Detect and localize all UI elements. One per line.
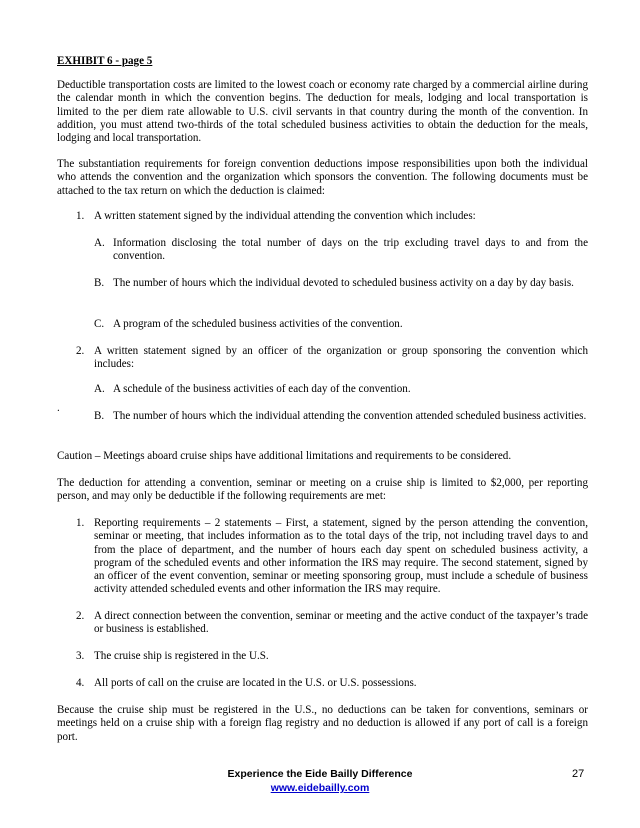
list1-item2-text: A written statement signed by an officer of the organization or group sponsoring the convention which includes: (94, 345, 588, 371)
list2-item1-text: Reporting requirements – 2 statements – First, a statement, signed by the person attending the convention, seminar or meeting, that includes information as to the total days of the trip, not including travel days to and from the place of department, and the number of hours each day spent on scheduled business activity, a program of the scheduled events and other information the IRS may require. The second statement, signed by an officer of the event convention, seminar or meeting sponsoring group, must include a schedule of business activity attended scheduled events and other information the IRS may require. (94, 517, 588, 596)
list2-item3-text: The cruise ship is registered in the U.S. (94, 650, 269, 662)
list1-item1-sub-c-marker: C. (94, 318, 105, 330)
list1-item1-sub-a-marker: A. (94, 237, 105, 249)
list1-item1-sub-b-marker: B. (94, 277, 105, 289)
list1-item2-sub-b-marker: B. (94, 410, 105, 422)
caution-note: Caution – Meetings aboard cruise ships have additional limitations and requirements to be considered. (57, 450, 512, 462)
list1-item1-text: A written statement signed by the individual attending the convention which includes: (94, 210, 476, 222)
list1-item1-sub-a-text: Information disclosing the total number of days on the trip excluding travel days to and from the convention. (113, 237, 588, 263)
list2-item1-marker: 1. (76, 517, 85, 529)
paragraph-cruise-deduction: The deduction for attending a convention, seminar or meeting on a cruise ship is limited to $2,000, per reporting person, and may only be deductible if the following requirements are met: (57, 477, 588, 503)
exhibit-heading: EXHIBIT 6 - page 5 (57, 55, 153, 67)
list2-item2-text: A direct connection between the convention, seminar or meeting and the active conduct of the taxpayer’s trade or business is established. (94, 610, 588, 636)
list1-item1-sub-b-text: The number of hours which the individual devoted to scheduled business activity on a day by day basis. (113, 277, 574, 289)
list2-item4-marker: 4. (76, 677, 85, 689)
list2-item4-text: All ports of call on the cruise are located in the U.S. or U.S. possessions. (94, 677, 417, 689)
list1-item1-marker: 1. (76, 210, 85, 222)
list1-item2-sub-a-marker: A. (94, 383, 105, 395)
list2-item3-marker: 3. (76, 650, 85, 662)
paragraph-transportation-costs: Deductible transportation costs are limited to the lowest coach or economy rate charged by a commercial airline during the calendar month in which the convention begins. The deduction for meals, lodging and local transportation is limited to the per diem rate allowable to U.S. civil servants in that country during the month of the convention. In addition, you must attend two-thirds of the total scheduled business activities to obtain the deduction for the meals, lodging and local transportation. (57, 79, 588, 145)
list1-item2-marker: 2. (76, 345, 85, 357)
list1-item1-sub-c-text: A program of the scheduled business activities of the convention. (113, 318, 403, 330)
list1-item2-sub-a-text: A schedule of the business activities of each day of the convention. (113, 383, 411, 395)
list2-item2-marker: 2. (76, 610, 85, 622)
list1-item2-sub-b-text: The number of hours which the individual attending the convention attended scheduled business activities. (113, 410, 587, 422)
paragraph-cruise-registry: Because the cruise ship must be registered in the U.S., no deductions can be taken for conventions, seminars or meetings held on a cruise ship with a foreign flag registry and no deduction is allowed if any port of call is a foreign port. (57, 704, 588, 743)
footer-tagline: Experience the Eide Bailly Difference (227, 768, 413, 780)
paragraph-substantiation-requirements: The substantiation requirements for foreign convention deductions impose responsibilities upon both the individual who attends the convention and the organization which sponsors the convention. The following documents must be attached to the tax return on which the deduction is claimed: (57, 158, 588, 197)
page-number: 27 (572, 768, 585, 780)
stray-dot: . (57, 402, 60, 414)
footer-website-link[interactable]: www.eidebailly.com (270, 782, 370, 794)
